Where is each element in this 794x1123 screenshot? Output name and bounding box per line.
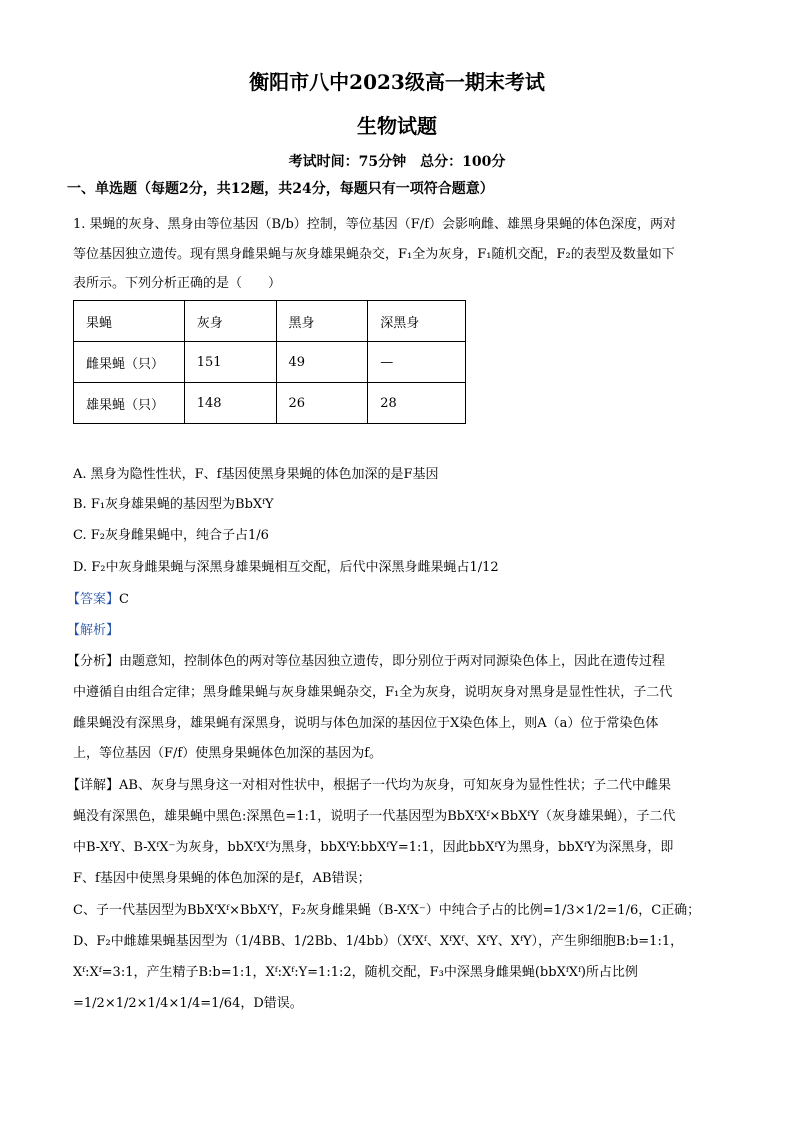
table-cell: 雄果蝇（只） [74,383,185,424]
table-cell: 49 [276,342,368,383]
analysis-label: 【解析】 [67,623,120,638]
phenotype-table [73,300,466,424]
option-a: A. 黑身为隐性性状，F、f基因使黑身果蝇的体色加深的是F基因 [73,467,439,482]
exam-info: 考试时间：75分钟 总分：100分 [288,154,506,170]
table-header-row [74,301,466,342]
section-heading: 一、单选题（每题2分，共12题，共24分，每题只有一项符合题意） [67,181,494,197]
table-cell: — [368,342,466,383]
table-cell: 26 [276,383,368,424]
question-stem-line-1: 1. 果蝇的灰身、黑身由等位基因（B/b）控制，等位基因（F/f）会影响雌、雄黑身果蝇的体色深度，两对 [73,217,677,232]
xiangjie-text: AB、灰身与黑身这一对相对性状中，根据子一代均为灰身，可知灰身为显性性状；子二代中雌果 [119,778,671,793]
exam-title: 衡阳市八中2023级高一期末考试 [249,70,545,94]
xiangjie-label: 【详解】 [67,778,120,793]
table-cell: 148 [184,383,276,424]
fenxi-line-3: 雌果蝇没有深黑身，雄果蝇有深黑身，说明与体色加深的基因位于X染色体上，则A（a）位于常染色体 [73,716,659,731]
table-header-cell: 深黑身 [368,301,466,342]
question-stem-line-2: 等位基因独立遗传。现有黑身雌果蝇与灰身雄果蝇杂交，F₁全为灰身，F₁随机交配，F₂的表型及数量如下 [73,247,675,262]
xiangjie-line-2: 蝇没有深黑色，雄果蝇中黑色:深黑色=1:1，说明子一代基因型为BbXᶠXᶠ×BbXᶠY（灰身雄果蝇），子二代 [73,809,676,824]
xiangjie-line-5: C、子一代基因型为BbXᶠXᶠ×BbXᶠY，F₂灰身雌果蝇（B-XᶠX⁻）中纯合子占的比例=1/3×1/2=1/6，C正确； [73,903,701,918]
fenxi-line-4: 上，等位基因（F/f）使黑身果蝇体色加深的基因为f。 [73,746,383,761]
subject-title: 生物试题 [357,114,437,138]
table-row [74,342,466,383]
table-cell: 28 [368,383,466,424]
answer-value: C [119,592,129,607]
table-cell: 151 [184,342,276,383]
table-row [74,383,466,424]
table-header-cell: 果蝇 [74,301,185,342]
option-b: B. F₁灰身雄果蝇的基因型为BbXᶠY [73,497,274,512]
xiangjie-line-3: 中B-XᶠY、B-XᶠX⁻为灰身，bbXᶠXᶠ为黑身，bbXᶠY:bbXᶠY=1:1，因此bbXᶠY为黑身，bbXᶠY为深黑身，即 [73,840,674,855]
xiangjie-line-1 [67,777,671,795]
table-header-cell: 黑身 [276,301,368,342]
answer-label: 【答案】 [67,592,120,607]
xiangjie-line-8: =1/2×1/2×1/4×1/4=1/64，D错误。 [73,996,303,1011]
xiangjie-line-7: Xᶠ:Xᶠ=3:1，产生精子B:b=1:1，Xᶠ:Xᶠ:Y=1:1:2，随机交配，F₃中深黑身雌果蝇(bbXᶠXᶠ)所占比例 [73,965,638,980]
analysis-heading [67,622,119,640]
xiangjie-line-4: F、f基因中使黑身果蝇的体色加深的是f，AB错误； [73,871,371,886]
fenxi-text: 由题意知，控制体色的两对等位基因独立遗传，即分别位于两对同源染色体上，因此在遗传过程 [119,654,666,669]
question-stem-line-3: 表所示。下列分析正确的是（ ） [73,276,282,291]
answer-line [67,591,129,609]
fenxi-line-2: 中遵循自由组合定律；黑身雌果蝇与灰身雄果蝇杂交，F₁全为灰身，说明灰身对黑身是显性性状，子二代 [73,685,673,700]
fenxi-label: 【分析】 [67,654,120,669]
option-d: D. F₂中灰身雌果蝇与深黑身雄果蝇相互交配，后代中深黑身雌果蝇占1/12 [73,560,499,575]
xiangjie-line-6: D、F₂中雌雄果蝇基因型为（1/4BB、1/2Bb、1/4bb）（XᶠXᶠ、XᶠXᶠ、XᶠY、XᶠY），产生卵细胞B:b=1:1， [73,934,684,949]
table-header-cell: 灰身 [184,301,276,342]
option-c: C. F₂灰身雌果蝇中，纯合子占1/6 [73,528,269,543]
table-cell: 雌果蝇（只） [74,342,185,383]
fenxi-line-1 [67,653,665,671]
